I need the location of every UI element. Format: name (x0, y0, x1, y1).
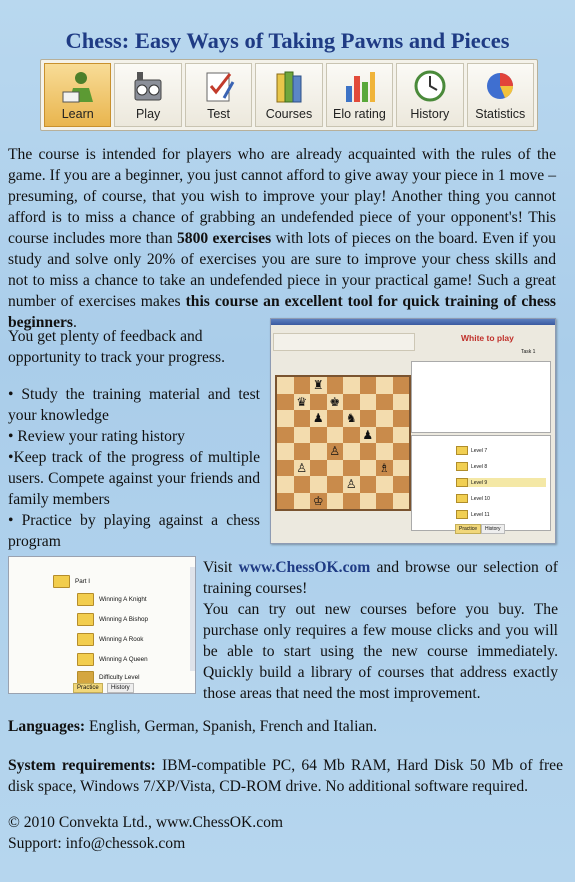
visit-paragraph: Visit www.ChessOK.com and browse our selection of training courses! You can try out new courses before you buy. The purchase only requires a few mouse clicks and you will be able to start using the new course immediately. Quickly build a library of courses that address exactly those areas that need the most improvement. (203, 559, 558, 702)
test-icon (200, 68, 238, 104)
list-item: Winning A Knight (77, 593, 147, 606)
feature-list (8, 384, 260, 552)
clock-icon (411, 68, 449, 104)
board-square: ♛ (294, 394, 311, 411)
chess-board (275, 375, 411, 511)
list-item: • Review your rating history (8, 428, 185, 445)
courses-button[interactable] (255, 63, 322, 127)
tab-history: History (481, 524, 505, 534)
page-title: Chess: Easy Ways of Taking Pawns and Pieces (65, 28, 510, 53)
scrollbar (190, 567, 195, 671)
test-button[interactable] (185, 63, 252, 127)
task-label: Task 1 (521, 349, 536, 355)
level-list (411, 435, 551, 531)
list-item: Winning A Rook (77, 633, 143, 646)
board-square: ♔ (310, 493, 327, 510)
window-titlebar (271, 319, 555, 325)
board-square (343, 460, 360, 477)
board-square (327, 476, 344, 493)
board-square: ♟ (360, 427, 377, 444)
board-square (277, 377, 294, 394)
list-item: •Keep track of the progress of multiple users. Compete against your friends and family members (8, 449, 260, 508)
board-square (376, 410, 393, 427)
module-toolbar (40, 59, 538, 131)
board-square: ♗ (376, 460, 393, 477)
footer (8, 812, 563, 854)
history-label: History (410, 107, 450, 121)
board-square (294, 427, 311, 444)
board-square: ♞ (343, 410, 360, 427)
statistics-label: Statistics (475, 107, 526, 121)
board-square (376, 476, 393, 493)
tree-root: Part I (53, 575, 90, 588)
board-square (393, 443, 410, 460)
play-button[interactable] (114, 63, 181, 127)
board-square (294, 476, 311, 493)
board-square (294, 377, 311, 394)
board-square (327, 460, 344, 477)
board-square (294, 410, 311, 427)
tab-practice: Practice (73, 683, 103, 693)
board-square (277, 427, 294, 444)
learn-label: Learn (61, 107, 94, 121)
board-square (360, 443, 377, 460)
board-square (376, 377, 393, 394)
folder-icon (77, 633, 94, 646)
app-screenshot-board (270, 318, 556, 544)
folder-icon (77, 613, 94, 626)
list-item: Level 7 (456, 446, 552, 455)
feedback-paragraph: You get plenty of feedback and opportunity to track your progress. (8, 328, 225, 366)
board-square (376, 443, 393, 460)
board-square (393, 476, 410, 493)
board-square (310, 427, 327, 444)
board-square (360, 377, 377, 394)
board-square (327, 377, 344, 394)
board-square (310, 394, 327, 411)
board-square (343, 443, 360, 460)
list-item: Winning A Queen (77, 653, 148, 666)
board-square: ♙ (294, 460, 311, 477)
board-square (393, 410, 410, 427)
board-square (310, 460, 327, 477)
test-label: Test (207, 107, 231, 121)
board-square: ♙ (343, 476, 360, 493)
list-item: Level 11 (456, 510, 552, 519)
play-label: Play (135, 107, 161, 121)
courses-label: Courses (265, 107, 313, 121)
elo-rating-label: Elo rating (332, 107, 386, 121)
board-square: ♚ (327, 394, 344, 411)
list-item: Winning A Bishop (77, 613, 148, 626)
learn-icon (59, 68, 97, 104)
app-screenshot-tree (8, 556, 196, 694)
board-square (393, 460, 410, 477)
mini-toolbar (273, 333, 415, 351)
list-item: • Practice by playing against a chess program (8, 512, 260, 550)
board-square (327, 493, 344, 510)
books-icon (270, 68, 308, 104)
pie-chart-icon (481, 68, 519, 104)
board-square (376, 394, 393, 411)
board-square (310, 443, 327, 460)
system-requirements: System requirements: IBM-compatible PC, 64 Mb RAM, Hard Disk 50 Mb of free disk space, Windows 7/XP/Vista, CD-ROM drive. No additional software required. (8, 757, 563, 795)
board-square (294, 443, 311, 460)
board-square (343, 394, 360, 411)
board-square (343, 427, 360, 444)
board-square (343, 493, 360, 510)
folder-icon (53, 575, 70, 588)
folder-icon (77, 653, 94, 666)
board-square (393, 377, 410, 394)
board-square (277, 476, 294, 493)
board-square (277, 443, 294, 460)
board-square (343, 377, 360, 394)
board-square (327, 427, 344, 444)
copyright: © 2010 Convekta Ltd., www.ChessOK.com (8, 814, 284, 831)
list-item: Difficulty Level (77, 671, 139, 684)
tab-practice: Practice (455, 524, 481, 534)
list-item: Level 9 (456, 478, 546, 487)
board-square (277, 410, 294, 427)
board-square (327, 410, 344, 427)
tab-history: History (107, 683, 134, 693)
languages: Languages: English, German, Spanish, French and Italian. (8, 718, 378, 735)
board-square (393, 427, 410, 444)
board-square (360, 460, 377, 477)
folder-icon (77, 593, 94, 606)
list-item: Level 10 (456, 494, 552, 503)
board-square (294, 493, 311, 510)
intro-highlight: this course an excellent tool for quick training of chess beginners (8, 293, 556, 331)
history-button[interactable] (396, 63, 463, 127)
board-square (360, 476, 377, 493)
learn-button[interactable] (44, 63, 111, 127)
notation-panel (411, 361, 551, 433)
board-square (393, 394, 410, 411)
chess-clock-icon (129, 68, 167, 104)
bar-chart-icon (340, 68, 378, 104)
board-square (376, 493, 393, 510)
board-square (360, 410, 377, 427)
status-text: White to play (461, 333, 514, 343)
board-square (360, 493, 377, 510)
website-link[interactable]: www.ChessOK.com (238, 559, 371, 576)
board-square (310, 476, 327, 493)
list-item: Level 8 (456, 462, 552, 471)
board-square: ♙ (327, 443, 344, 460)
support-contact: Support: info@chessok.com (8, 835, 186, 852)
board-square (277, 493, 294, 510)
board-square (277, 460, 294, 477)
board-square (393, 493, 410, 510)
elo-rating-button[interactable] (326, 63, 393, 127)
board-square: ♟ (310, 410, 327, 427)
board-square (360, 394, 377, 411)
list-item: • Study the training material and test your knowledge (8, 386, 260, 424)
intro-paragraph: The course is intended for players who are already acquainted with the rules of the game. If you are a beginner, you just cannot afford to give away your piece in 1 move – presuming, of course, that you wish to improve your play! Another thing you cannot afford is to miss a chance of grabbing an undefended piece of your opponent's! This course includes more than 5800 exercises with lots of pieces on the board. Even if you study and solve only 20% of exercises you are sure to improve your chess skills and not to miss a chance to take an undefended piece in your practical game! Such a great number of exercises makes this course an excellent tool for quick training of chess beginners. (8, 146, 556, 331)
board-square (376, 427, 393, 444)
statistics-button[interactable] (467, 63, 534, 127)
exercise-count: 5800 exercises (177, 230, 272, 247)
board-square (277, 394, 294, 411)
board-square: ♜ (310, 377, 327, 394)
